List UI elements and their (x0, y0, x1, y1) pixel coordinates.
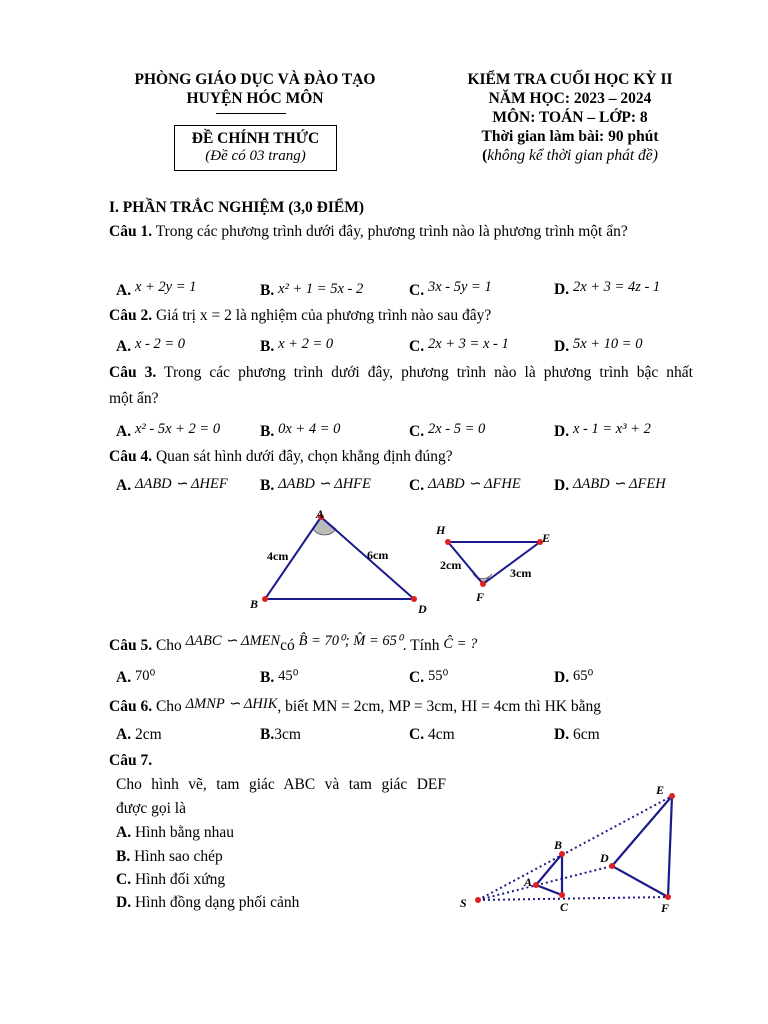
length-ad: 6cm (367, 548, 389, 562)
projection-line-sf (478, 897, 668, 900)
header-right (420, 70, 720, 165)
label-e: E (542, 531, 551, 545)
q7-option-c[interactable]: C. Hình đối xứng (116, 871, 226, 888)
label-h: H (436, 523, 446, 537)
question-1: Câu 1. Trong các phương trình dưới đây, phương trình nào là phương trình một ẩn? (109, 223, 628, 240)
exam-title: KIỂM TRA CUỐI HỌC KỲ II (467, 71, 673, 88)
label-f: F (661, 901, 670, 915)
q4-option-a[interactable]: A. ΔABD ∽ ΔHEF (116, 476, 228, 494)
label-e: E (656, 783, 665, 797)
header-underline (216, 113, 286, 114)
q7-option-d[interactable]: D. Hình đồng dạng phối cảnh (116, 894, 300, 911)
label-c: C (560, 900, 569, 914)
q6-option-a[interactable]: A. 2cm (116, 726, 162, 743)
school-year: NĂM HỌC: 2023 – 2024 (488, 90, 652, 107)
section-title: I. PHẦN TRẮC NGHIỆM (3,0 ĐIỂM) (109, 199, 365, 216)
q2-option-c[interactable]: C. 2x + 3 = x - 1 (409, 336, 509, 355)
point-e (669, 793, 675, 799)
length-fe: 3cm (510, 566, 532, 580)
q3-option-b[interactable]: B. 0x + 4 = 0 (260, 421, 341, 440)
question-3: Câu 3. Trong các phương trình dưới đây, phương trình nào là phương trình bậc nhất (109, 364, 693, 381)
q5-option-d[interactable]: D. 65⁰ (554, 668, 594, 686)
q6-option-c[interactable]: C. 4cm (409, 726, 455, 743)
q3-option-a[interactable]: A. x² - 5x + 2 = 0 (116, 421, 221, 440)
q4-figure (240, 502, 570, 622)
label-d: D (600, 851, 609, 865)
question-7-text-cont: được gọi là (116, 800, 186, 817)
q3-option-c[interactable]: C. 2x - 5 = 0 (409, 421, 486, 440)
official-exam-box (174, 125, 337, 171)
label-b: B (554, 838, 563, 852)
projection-line-se (478, 796, 672, 900)
time-note: (không kể thời gian phát đề) (482, 147, 658, 164)
label-f: F (476, 590, 485, 604)
q5-option-b[interactable]: B. 45⁰ (260, 668, 299, 686)
q5-option-a[interactable]: A. 70⁰ (116, 668, 156, 686)
official-title: ĐỀ CHÍNH THỨC (191, 130, 320, 147)
subject-grade: MÔN: TOÁN – LỚP: 8 (492, 109, 648, 126)
point-f (480, 581, 486, 587)
q4-option-d[interactable]: D. ΔABD ∽ ΔFEH (554, 476, 666, 494)
q1-option-a[interactable]: A. x + 2y = 1 (116, 279, 197, 299)
question-7-text: Cho hình vẽ, tam giác ABC và tam giác DEF (116, 776, 446, 793)
label-a: A (524, 875, 533, 889)
triangle-abc (536, 854, 562, 895)
q2-option-d[interactable]: D. 5x + 10 = 0 (554, 336, 643, 355)
question-2: Câu 2. Giá trị x = 2 là nghiệm của phương trình nào sau đây? (109, 307, 492, 324)
q1-option-d[interactable]: D. 2x + 3 = 4z - 1 (554, 279, 661, 298)
q2-option-b[interactable]: B. x + 2 = 0 (260, 336, 334, 355)
point-h (445, 539, 451, 545)
q7-figure (455, 780, 690, 915)
point-a (533, 882, 539, 888)
question-5: Câu 5. Cho ΔABC ∽ ΔMENcó B̂ = 70⁰; M̂ = 65⁰. Tính Ĉ = ? (109, 633, 478, 654)
q1-option-c[interactable]: C. 3x - 5y = 1 (409, 279, 492, 299)
length-ab: 4cm (267, 549, 289, 563)
q4-option-c[interactable]: C. ΔABD ∽ ΔFHE (409, 476, 521, 494)
point-c (559, 892, 565, 898)
label-a: A (316, 507, 325, 521)
point-s (475, 897, 481, 903)
label-b: B (250, 597, 259, 611)
q2-option-a[interactable]: A. x - 2 = 0 (116, 336, 186, 355)
point-b (262, 596, 268, 602)
point-d (411, 596, 417, 602)
point-f (665, 894, 671, 900)
point-d (609, 863, 615, 869)
q6-option-d[interactable]: D. 6cm (554, 726, 600, 743)
district-name: HUYỆN HÓC MÔN (186, 90, 324, 107)
projection-line-sd (478, 866, 612, 900)
length-hf: 2cm (440, 558, 462, 572)
q4-option-b[interactable]: B. ΔABD ∽ ΔHFE (260, 476, 371, 494)
q5-option-c[interactable]: C. 55⁰ (409, 668, 449, 686)
question-7-label: Câu 7. (109, 752, 153, 769)
label-d: D (418, 602, 427, 616)
label-s: S (460, 896, 467, 910)
q6-option-b[interactable]: B.3cm (260, 726, 301, 743)
q3-option-d[interactable]: D. x - 1 = x³ + 2 (554, 421, 651, 440)
question-4: Câu 4. Quan sát hình dưới đây, chọn khẳng định đúng? (109, 448, 453, 465)
question-6: Câu 6. Cho ΔMNP ∽ ΔHIK, biết MN = 2cm, MP = 3cm, HI = 4cm thì HK bằng (109, 696, 601, 715)
department-name: PHÒNG GIÁO DỤC VÀ ĐÀO TẠO (134, 71, 376, 88)
q7-option-a[interactable]: A. Hình bằng nhau (116, 824, 234, 841)
header-left (100, 70, 410, 108)
q1-option-b[interactable]: B. x² + 1 = 5x - 2 (260, 281, 364, 299)
q7-option-b[interactable]: B. Hình sao chép (116, 848, 223, 865)
page-count: (Đề có 03 trang) (205, 148, 306, 164)
question-3-cont: một ẩn? (109, 390, 159, 407)
time-limit: Thời gian làm bài: 90 phút (481, 128, 659, 145)
